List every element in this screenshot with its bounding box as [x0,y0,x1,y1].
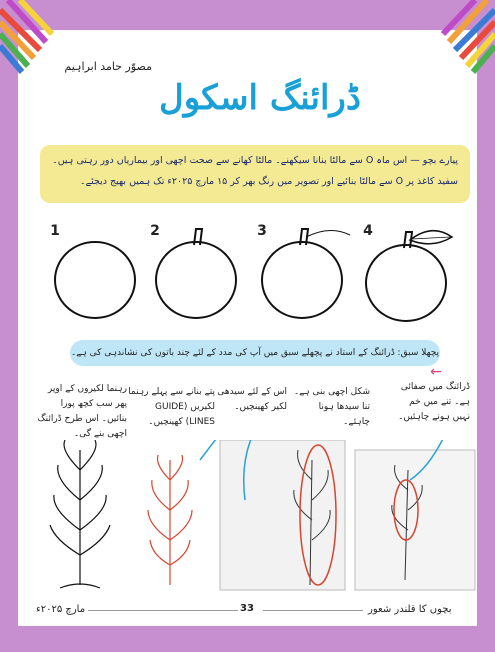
arrow-left-icon: ← [430,364,442,380]
tip-3: اس کے لئے سیدھی لکیر کھینچیں۔ [217,387,287,412]
intro-line-2: سفید کاغذ پر O سے مالٹا بنائیے اور تصویر میں رنگ بھر کر ۱۵ مارچ ۲۰۲۵ء تک ہمیں بھیج دیجئے۔ [80,176,458,187]
footer-date: مارچ ۲۰۲۵ء [36,604,86,615]
footer [18,600,477,620]
artist-credit: مصوّر حامد ابراہیم [64,60,152,73]
orange-outline-step-2 [156,242,236,318]
tip-2: شکل اچھی بنی ہے۔ تنا سیدھا ہونا چاہئے۔ [293,387,370,427]
leaf-guide-step-3 [306,230,350,237]
step-number-1: 1 [50,223,60,239]
colored-pencils-left [0,0,70,90]
orange-outline-step-3 [262,242,342,318]
student-sample-2 [355,450,475,590]
step-number-2: 2 [150,223,160,239]
orange-outline-step-4 [366,245,446,321]
tip-5: رہنما لکیروں کے اوپر پھر سب کچھ پورا بنائیں۔ اس طرح ڈرائنگ اچھی بنے گی۔ [37,384,127,439]
drawing-steps [40,215,460,330]
previous-lesson-banner: پچھلا سبق: ڈرائنگ کے استاد نے پچھلے سبق میں آپ کی مدد کے لئے چند باتوں کی نشاندہی کی ہے۔ [70,340,440,366]
tip-1: ڈرائنگ میں صفائی ہے۔ تنے میں خم نہیں ہونے چاہئیں۔ [398,382,470,422]
page-title: ڈرائنگ اسکول [159,78,361,118]
orange-outline-step-1 [55,242,135,318]
step-number-3: 3 [257,223,267,239]
student-sample-1 [220,440,345,590]
colored-pencils-right [425,0,495,90]
page-number: 33 [240,603,254,614]
magazine-name: بچوں کا قلندر شعور [368,604,452,615]
tip-4: پتے بنانے سے پہلے رہنما لکیریں (GUIDE LINES) کھینچیں۔ [128,387,215,427]
plant-illustrations [40,440,480,600]
orange-steps-drawing [40,215,460,330]
finished-plant-drawing [50,440,110,588]
intro-line-1: پیارے بچو — اس ماہ O سے مالٹا بنانا سیکھنے۔ مالٹا کھانے سے صحت اچھی اور بیماریاں دور رہتی ہیں۔ [52,155,458,166]
guide-lines-plant-drawing [148,455,192,585]
intro-box [40,145,470,203]
step-number-4: 4 [363,223,373,239]
